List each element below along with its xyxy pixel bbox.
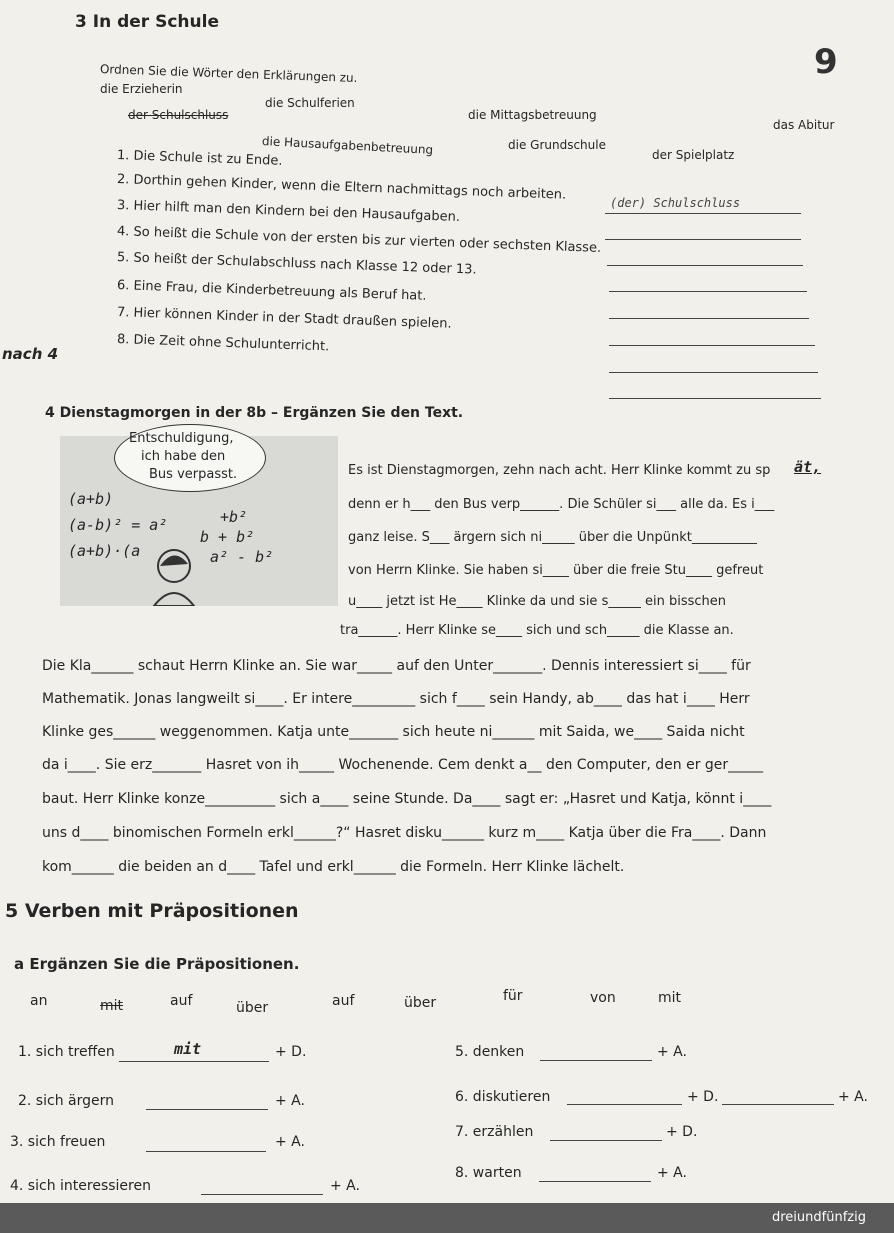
ex3-item-6: 6. Eine Frau, die Kinderbetreuung als Beruf hat. (116, 278, 427, 304)
bubble-line-2: ich habe den (141, 449, 226, 464)
prep-auf-2: auf (332, 993, 355, 1009)
bubble-line-3: Bus verpasst. (149, 467, 238, 482)
board-formula-6: a² - b² (210, 548, 274, 566)
board-formula-3: +b² (220, 508, 248, 526)
ex4-line-9: Klinke ges______ weggenommen. Katja unte_______ sich heute ni______ mit Saida, we____ Saida nicht (42, 724, 745, 740)
ex3-item-7: 7. Hier können Kinder in der Stadt draußen spielen. (116, 305, 452, 332)
prep-mit-crossed: mit (100, 998, 124, 1014)
ex3-item-1: 1. Die Schule ist zu Ende. (116, 148, 283, 169)
ex4-line-4: von Herrn Klinke. Sie haben si____ über die freie Stu____ gefreut (348, 563, 764, 578)
ex4-line-7: Die Kla______ schaut Herrn Klinke an. Sie war_____ auf den Unter_______. Dennis interessiert si____ für (42, 658, 751, 674)
prep-auf: auf (170, 993, 193, 1009)
ex5-case-4: + A. (330, 1178, 360, 1194)
ex3-instruction: Ordnen Sie die Wörter den Erklärungen zu. (99, 62, 358, 85)
word-erzieherin: die Erzieherin (100, 82, 183, 96)
ex4-line-13: kom______ die beiden an d____ Tafel und erkl______ die Formeln. Herr Klinke lächelt. (42, 859, 625, 875)
ex4-line-6: tra______. Herr Klinke se____ sich und sch_____ die Klasse an. (340, 623, 734, 638)
ex4-title: 4 Dienstagmorgen in der 8b – Ergänzen Sie den Text. (45, 405, 464, 421)
word-schulschluss-crossed: der Schulschluss (128, 108, 229, 122)
ex4-line-5: u____ jetzt ist He____ Klinke da und sie s_____ ein bisschen (348, 594, 726, 609)
ex5-blank-3[interactable] (146, 1151, 266, 1152)
prep-mit: mit (658, 990, 682, 1006)
ex3-blank-2[interactable] (605, 239, 801, 240)
footer-band (0, 1203, 894, 1233)
after-label: nach 4 (2, 345, 59, 363)
ex5-answer-1: mit (174, 1040, 202, 1058)
ex5-case-3: + A. (275, 1134, 305, 1150)
ex3-blank-6[interactable] (609, 345, 815, 346)
footer-page-word: dreiundfünfzig (772, 1210, 866, 1225)
prep-ueber: über (236, 1000, 269, 1016)
ex5-case-7: + D. (666, 1124, 698, 1140)
prep-an: an (30, 993, 48, 1009)
ex5-blank-6[interactable] (567, 1104, 682, 1105)
board-formula-1: (a+b) (68, 490, 114, 508)
ex5-case-5: + A. (657, 1044, 687, 1060)
ex5-verb-1: 1. sich treffen (18, 1044, 115, 1060)
word-mittagsbetreuung: die Mittagsbetreuung (468, 108, 597, 122)
ex4-line-11: baut. Herr Klinke konze__________ sich a____ seine Stunde. Da____ sagt er: „Hasret und Katja, könnt i____ (42, 791, 772, 807)
ex4-line-8: Mathematik. Jonas langweilt si____. Er intere_________ sich f____ sein Handy, ab____ das hat i____ Herr (42, 691, 750, 707)
ex4-line-2: denn er h___ den Bus verp______. Die Schüler si___ alle da. Es i___ (348, 497, 775, 512)
classroom-illustration (60, 431, 338, 606)
word-schulferien: die Schulferien (265, 96, 355, 110)
board-formula-2: (a-b)² = a² (68, 516, 168, 534)
board-formula-4: b + b² (200, 528, 255, 546)
prep-ueber-2: über (404, 995, 437, 1011)
ex5-verb-4: 4. sich interessieren (10, 1178, 151, 1194)
ex5-blank-1[interactable] (119, 1061, 269, 1062)
ex3-blank-4[interactable] (609, 291, 807, 292)
ex3-item-3: 3. Hier hilft man den Kindern bei den Hausaufgaben. (116, 198, 461, 225)
word-spielplatz: der Spielplatz (652, 148, 735, 162)
ex5-title: 5 Verben mit Präpositionen (5, 900, 299, 922)
ex5-blank-6b[interactable] (722, 1104, 834, 1105)
ex3-blank-5[interactable] (609, 318, 809, 319)
ex5-verb-3: 3. sich freuen (10, 1134, 106, 1150)
ex5-blank-7[interactable] (550, 1140, 662, 1141)
ex5-case-6b: + A. (838, 1089, 868, 1105)
ex5-verb-5: 5. denken (455, 1044, 525, 1060)
prep-von: von (590, 990, 616, 1006)
ex5-case-2: + A. (275, 1093, 305, 1109)
ex5-verb-2: 2. sich ärgern (18, 1093, 114, 1109)
ex3-blank-1[interactable] (605, 213, 801, 214)
ex5-sub: a Ergänzen Sie die Präpositionen. (14, 955, 300, 973)
ex3-blank-3[interactable] (607, 265, 803, 266)
ex4-line-1: Es ist Dienstagmorgen, zehn nach acht. Herr Klinke kommt zu sp (348, 463, 771, 478)
ex4-handwritten: ät, (794, 458, 822, 476)
ex3-answer-1: (der) Schulschluss (610, 196, 741, 210)
ex3-item-8: 8. Die Zeit ohne Schulunterricht. (116, 332, 330, 355)
ex3-blank-7[interactable] (609, 372, 818, 373)
prep-fuer: für (503, 988, 523, 1004)
page-number: 9 (814, 42, 838, 82)
ex5-verb-6: 6. diskutieren (455, 1089, 551, 1105)
bubble-line-1: Entschuldigung, (129, 431, 234, 446)
ex5-blank-2[interactable] (146, 1109, 268, 1110)
ex5-case-6: + D. (687, 1089, 719, 1105)
ex3-title: 3 In der Schule (75, 12, 219, 32)
ex4-line-12: uns d____ binomischen Formeln erkl______?“ Hasret disku______ kurz m____ Katja über die Fra____. Dann (42, 825, 767, 841)
student-figure (146, 546, 202, 606)
ex5-case-8: + A. (657, 1165, 687, 1181)
word-hausaufgabenbetreuung: die Hausaufgabenbetreuung (261, 134, 434, 157)
ex5-verb-8: 8. warten (455, 1165, 522, 1181)
ex5-case-1: + D. (275, 1044, 307, 1060)
ex4-line-3: ganz leise. S___ ärgern sich ni_____ über die Unpünkt__________ (348, 530, 757, 545)
board-formula-5: (a+b)·(a (68, 542, 141, 560)
ex4-line-10: da i____. Sie erz_______ Hasret von ih_____ Wochenende. Cem denkt a__ den Computer, den er ger_____ (42, 757, 764, 773)
ex3-item-5: 5. So heißt der Schulabschluss nach Klasse 12 oder 13. (116, 250, 477, 278)
ex3-item-4: 4. So heißt die Schule von der ersten bis zur vierten oder sechsten Klasse. (116, 224, 602, 256)
speech-bubble (114, 424, 266, 492)
word-grundschule: die Grundschule (508, 138, 606, 152)
ex3-blank-8[interactable] (609, 398, 821, 399)
word-abitur: das Abitur (773, 118, 835, 132)
ex3-item-2: 2. Dorthin gehen Kinder, wenn die Eltern nachmittags noch arbeiten. (116, 172, 567, 203)
ex5-verb-7: 7. erzählen (455, 1124, 534, 1140)
ex5-blank-4[interactable] (201, 1194, 323, 1195)
ex5-blank-5[interactable] (540, 1060, 652, 1061)
ex5-blank-8[interactable] (539, 1181, 651, 1182)
